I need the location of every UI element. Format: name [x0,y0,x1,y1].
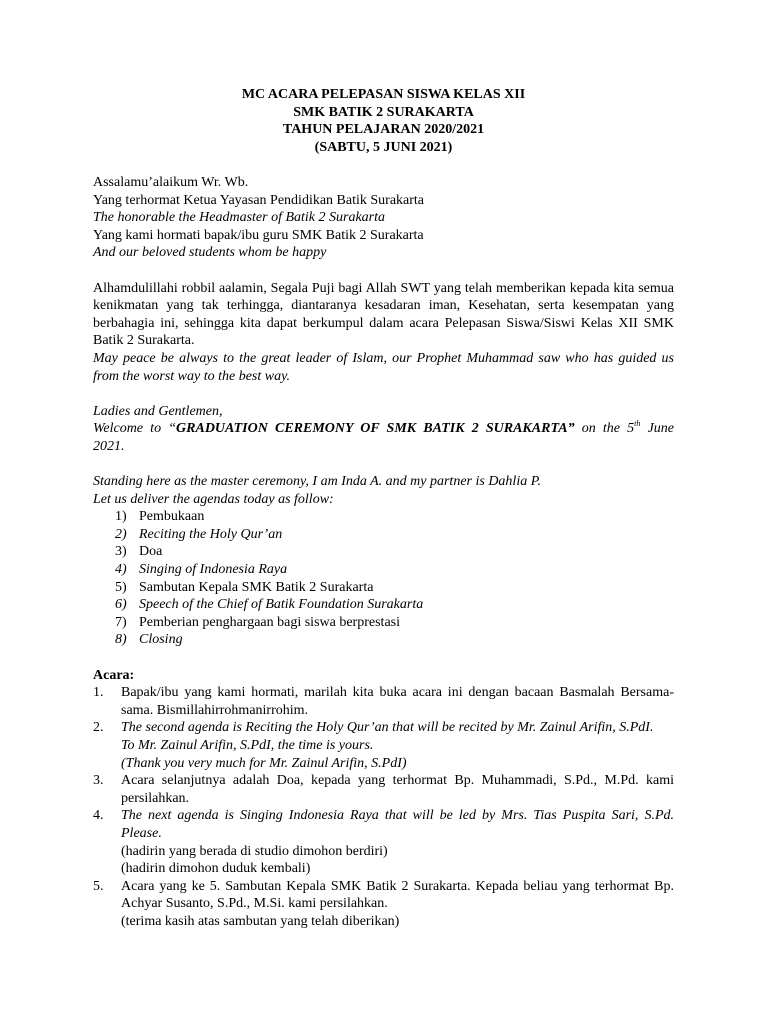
agenda-number: 8) [115,632,127,648]
agenda-number: 7) [115,614,127,630]
acara-extra-line: (Thank you very much for Mr. Zainul Arifin, S.PdI) [121,755,407,771]
agenda-text: Sambutan Kepala SMK Batik 2 Surakarta [139,579,374,595]
greeting-headmaster: The honorable the Headmaster of Batik 2 Surakarta [93,210,386,226]
acara-number: 3. [93,773,104,789]
agenda-item [93,526,674,544]
agenda-item [93,543,674,561]
ladies-gentlemen: Ladies and Gentlemen, [93,403,223,419]
agenda-item [93,561,674,579]
acara-item [93,772,674,807]
agenda-number: 1) [115,509,127,525]
acara-extra-line: To Mr. Zainul Arifin, S.PdI, the time is yours. [121,737,374,753]
acara-number: 2. [93,720,104,736]
spacer [93,262,674,280]
acara-number: 5. [93,878,104,894]
acara-item [93,878,674,931]
acara-list [93,684,674,930]
title-line-4: (SABTU, 5 JUNI 2021) [314,139,453,155]
agenda-intro: Let us deliver the agendas today as follow: [93,491,334,507]
greeting-students: And our beloved students whom be happy [93,245,327,261]
title-line-2: SMK BATIK 2 SURAKARTA [293,104,474,120]
agenda-number: 5) [115,579,127,595]
agenda-number: 4) [115,562,127,578]
spacer [93,649,674,667]
acara-item [93,684,674,719]
spacer [93,385,674,403]
agenda-text: Pemberian penghargaan bagi siswa berprestasi [139,614,400,630]
peace-paragraph: May peace be always to the great leader of Islam, our Prophet Muhammad saw who has guided us from the worst way to the best way. [93,350,674,384]
agenda-number: 2) [115,526,127,542]
greeting-guru: Yang kami hormati bapak/ibu guru SMK Batik 2 Surakarta [93,227,424,243]
acara-number: 4. [93,808,104,824]
agenda-text: Singing of Indonesia Raya [139,562,288,578]
agenda-number: 3) [115,544,127,560]
agenda-text: Reciting the Holy Qur’an [139,526,283,542]
title-line-1: MC ACARA PELEPASAN SISWA KELAS XII [241,87,526,102]
document-body [93,86,674,931]
agenda-item [93,614,674,632]
welcome-date-end: June [640,421,674,437]
agenda-text: Closing [139,632,183,648]
welcome-pre: Welcome to “ [93,421,177,437]
welcome-on: on the 5 [574,421,635,437]
opening-paragraph: Alhamdulillahi robbil aalamin, Segala Puji bagi Allah SWT yang telah memberikan kepada kita semua kenikmatan yang tak terhingga, diantaranya kesadaran iman, Kesehatan, serta kesempatan yang berbahagia ini, sehingga kita dapat berkumpul dalam acara Pelepasan Siswa/Siswi Kelas XII SMK Batik 2 Surakarta. [93,280,674,349]
spacer [93,156,674,174]
agenda-number: 6) [115,597,127,613]
mc-intro: Standing here as the master ceremony, I am Inda A. and my partner is Dahlia P. [93,474,541,490]
welcome-line [93,420,674,438]
agenda-text: Doa [139,544,163,560]
acara-main-text: Acara yang ke 5. Sambutan Kepala SMK Batik 2 Surakarta. Kepada beliau yang terhormat Bp. Achyar Susanto, S.Pd., M.Si. kami persilahkan. [121,878,674,912]
agenda-item [93,631,674,649]
title-line-3: TAHUN PELAJARAN 2020/2021 [282,122,485,138]
agenda-list [93,508,674,649]
agenda-item [93,508,674,526]
agenda-text: Pembukaan [139,509,205,525]
acara-item [93,807,674,877]
acara-main-text: The second agenda is Reciting the Holy Qur’an that will be recited by Mr. Zainul Arifin, S.PdI. [121,720,654,736]
welcome-date-sup: th [634,418,641,428]
welcome-year: 2021. [93,438,125,454]
acara-extra-line: (terima kasih atas sambutan yang telah diberikan) [121,913,400,929]
acara-main-text: The next agenda is Singing Indonesia Raya that will be led by Mrs. Tias Puspita Sari, S.Pd. Please. [121,808,674,841]
acara-extra-line: (hadirin dimohon duduk kembali) [121,861,311,877]
greeting-salam: Assalamu’alaikum Wr. Wb. [93,174,249,190]
acara-main-text: Bapak/ibu yang kami hormati, marilah kita buka acara ini dengan bacaan Basmalah Bersama-sama. Bismillahirrohmanirrohim. [121,685,674,718]
agenda-text: Speech of the Chief of Batik Foundation Surakarta [139,597,424,613]
acara-number: 1. [93,685,104,701]
acara-item [93,719,674,772]
acara-heading: Acara: [93,667,135,683]
greeting-ketua: Yang terhormat Ketua Yayasan Pendidikan Batik Surakarta [93,192,425,208]
acara-main-text: Acara selanjutnya adalah Doa, kepada yang terhormat Bp. Muhammadi, S.Pd., M.Pd. kami persilahkan. [121,773,674,806]
welcome-event-name: GRADUATION CEREMONY OF SMK BATIK 2 SURAKARTA” [176,421,575,437]
agenda-item [93,596,674,614]
agenda-item [93,579,674,597]
spacer [93,455,674,473]
acara-extra-line: (hadirin yang berada di studio dimohon berdiri) [121,843,388,859]
